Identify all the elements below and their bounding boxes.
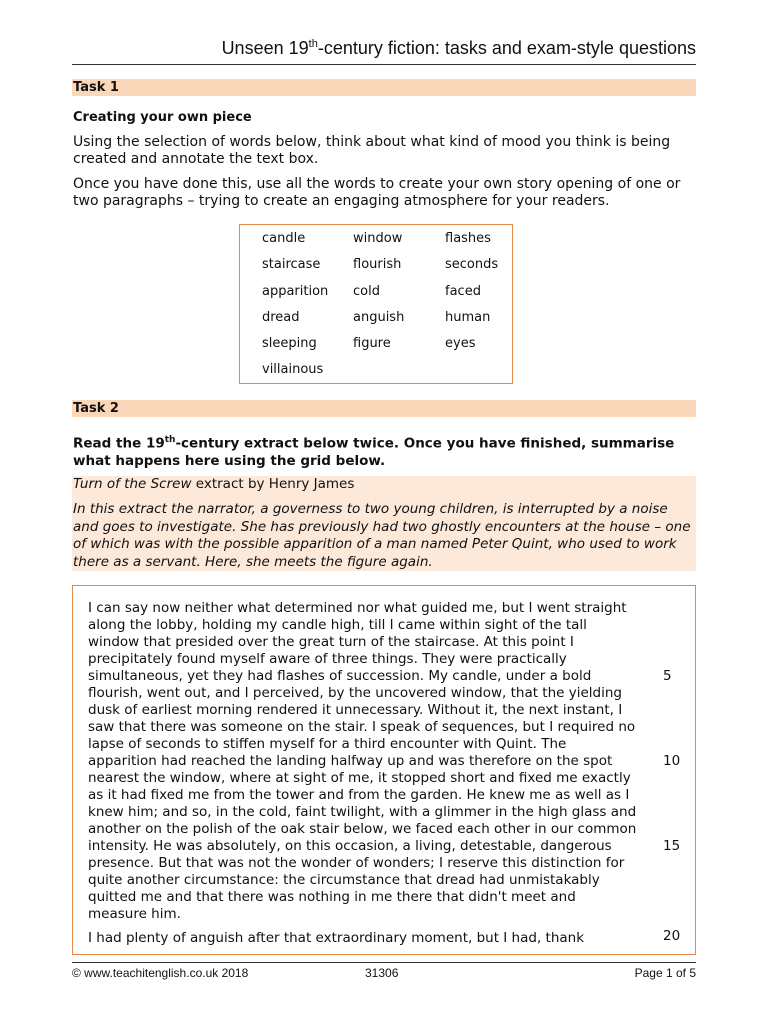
extract-title-rest: extract by Henry James bbox=[191, 476, 355, 492]
word: flashes bbox=[445, 231, 491, 246]
task2-instruction-pre: Read the 19 bbox=[73, 435, 165, 452]
footer-code: 31306 bbox=[365, 966, 399, 980]
task1-subheading: Creating your own piece bbox=[73, 110, 252, 125]
word: staircase bbox=[262, 257, 321, 272]
page-footer bbox=[72, 962, 696, 980]
intro-box bbox=[72, 476, 696, 571]
page-header bbox=[72, 38, 696, 65]
word: apparition bbox=[262, 284, 329, 299]
task1-para2: Once you have done this, use all the words to create your own story opening of one or two paragraphs – trying to create an engaging atmosphere for your readers. bbox=[73, 176, 681, 209]
word-box bbox=[239, 224, 513, 384]
header-title-sup: th bbox=[308, 38, 318, 50]
task2-instruction-sup: th bbox=[164, 435, 176, 445]
word: anguish bbox=[353, 310, 405, 325]
word: cold bbox=[353, 284, 380, 299]
word: faced bbox=[445, 284, 481, 299]
word: flourish bbox=[353, 257, 402, 272]
word: sleeping bbox=[262, 336, 317, 351]
header-title-post: -century fiction: tasks and exam-style questions bbox=[317, 38, 696, 58]
word: seconds bbox=[445, 257, 499, 272]
extract-box bbox=[72, 585, 696, 955]
word: window bbox=[353, 231, 403, 246]
footer-page: Page 1 of 5 bbox=[634, 966, 696, 980]
task2-instruction-post: -century extract below twice. Once you have finished, summarise what happens here using the grid below. bbox=[73, 435, 675, 469]
word: eyes bbox=[445, 336, 476, 351]
extract-paragraph-1: I can say now neither what determined nor what guided me, but I went straight along the lobby, holding my candle high, till I came within sight of the tall window that presided over the great turn of the staircase. At this point I precipitately found myself aware of three things. They were practically simultaneous, yet they had flashes of succession. My candle, under a bold flourish, went out, and I perceived, by the uncovered window, that the yielding dusk of earliest morning rendered it unnecessary. Without it, the next instant, I saw that there was someone on the stair. I speak of sequences, but I required no lapse of seconds to stiffen myself for a third encounter with Quint. The apparition had reached the landing halfway up and was therefore on the spot nearest the window, where at sight of me, it stopped short and fixed me exactly as it had fixed me from the tower and from the garden. He knew me as well as I knew him; and so, in the cold, faint twilight, with a glimmer in the high glass and another on the polish of the oak stair below, we faced each other in our common intensity. He was absolutely, on this occasion, a living, detestable, dangerous presence. But that was not the wonder of wonders; I reserve this distinction for quite another circumstance: the circumstance that dread had unmistakably quitted me and that there was nothing in me there that didn't meet and measure him. bbox=[88, 600, 637, 922]
extract-title bbox=[73, 476, 354, 493]
word: human bbox=[445, 310, 491, 325]
footer-copyright: © www.teachitenglish.co.uk 2018 bbox=[72, 966, 249, 980]
header-title-pre: Unseen 19 bbox=[221, 38, 309, 58]
extract-intro: In this extract the narrator, a governess to two young children, is interrupted by a noise and goes to investigate. She has previously had two ghostly encounters at the house – one of which was with the possible apparition of a man named Peter Quint, who used to work there as a servant. Here, she meets the figure again. bbox=[73, 501, 691, 570]
extract-paragraph-2: I had plenty of anguish after that extraordinary moment, but I had, thank bbox=[88, 930, 585, 946]
line-number: 10 bbox=[663, 753, 681, 769]
extract-title-italic: Turn of the Screw bbox=[73, 476, 192, 492]
task1-para1: Using the selection of words below, think about what kind of mood you think is being created and annotate the text box. bbox=[73, 134, 671, 167]
task1-bar: Task 1 bbox=[72, 79, 696, 96]
task2-bar: Task 2 bbox=[72, 400, 696, 417]
word: candle bbox=[262, 231, 306, 246]
word: dread bbox=[262, 310, 300, 325]
line-number: 20 bbox=[663, 928, 681, 944]
task2-instruction bbox=[73, 432, 698, 470]
word: villainous bbox=[262, 362, 324, 377]
line-number: 5 bbox=[663, 668, 672, 684]
word: figure bbox=[353, 336, 391, 351]
line-number: 15 bbox=[663, 838, 681, 854]
